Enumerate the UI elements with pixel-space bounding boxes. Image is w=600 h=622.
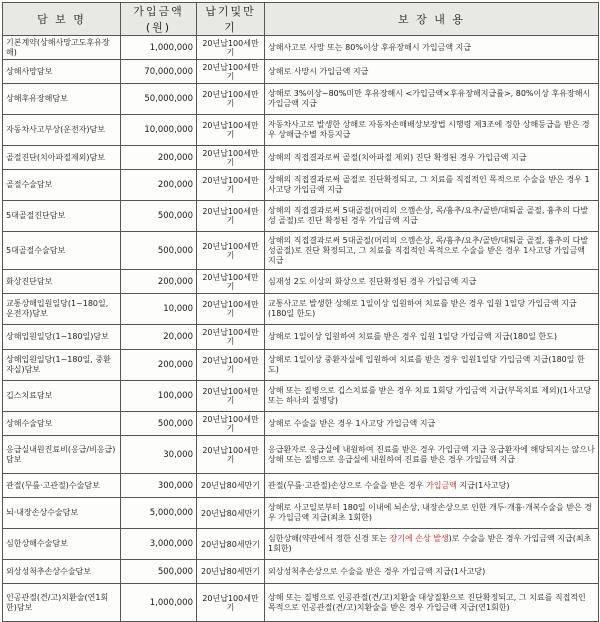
coverage-desc: 상해로 1일이상 중환자실에 입원하여 치료를 받은 경우 입원1일당 가입금액 지급(180일 한도) [265, 350, 599, 381]
coverage-amount: 500,000 [121, 232, 197, 270]
coverage-desc: 상해로 3%이상~80%미만 후유장해시 <가입금액×후유장해지급률>, 80%이상 후유장해시 가입금액 지급 [265, 84, 599, 115]
table-row [3, 170, 599, 201]
header-desc: 보 장 내 용 [265, 3, 599, 36]
coverage-amount: 500,000 [121, 201, 197, 232]
coverage-amount: 200,000 [121, 146, 197, 170]
coverage-desc: 상해로 사망시 가입금액 지급 [265, 60, 599, 84]
coverage-term: 20년납100세만기 [197, 146, 265, 170]
coverage-term: 20년납80세만기 [197, 498, 265, 529]
table-row [3, 201, 599, 232]
desc-text: )로 수술을 받은 경우 가입금액 지급(최초 1회한) [268, 534, 592, 553]
coverage-name: 5대골절진단담보 [3, 201, 121, 232]
table-row [3, 60, 599, 84]
coverage-desc: 자동차사고로 발생한 상해로 자동차손해배상보장법 시행령 제3조에 정한 상해등급을 받은 경우 상해급수별 차등지급 [265, 115, 599, 146]
coverage-term: 20년납100세만기 [197, 270, 265, 294]
coverage-amount: 1,000,000 [121, 584, 197, 622]
coverage-term: 20년납100세만기 [197, 412, 265, 436]
desc-text: 지급(1사고당) [456, 480, 510, 490]
coverage-amount: 500,000 [121, 412, 197, 436]
table-row [3, 584, 599, 622]
coverage-amount: 300,000 [121, 474, 197, 498]
desc-highlight: 장기에 손상 발생 [389, 534, 449, 543]
coverage-amount: 200,000 [121, 170, 197, 201]
coverage-name: 상해사망담보 [3, 60, 121, 84]
coverage-name: 자동차사고부상(운전자)담보 [3, 115, 121, 146]
coverage-term: 20년납100세만기 [197, 294, 265, 325]
table-row [3, 560, 599, 584]
coverage-name: 심한상해수술담보 [3, 529, 121, 560]
coverage-desc: 상해 또는 질병으로 인공관절(견/고)치환술 대상질환으로 진단확정되고, 그 치료를 직접적인 목적으로 인공관절(견/고)치환술을 받은 경우 가입금액 지급(연1회한) [265, 584, 599, 622]
table-row [3, 115, 599, 146]
coverage-table [2, 2, 599, 622]
coverage-amount: 1,000,000 [121, 36, 197, 60]
table-row [3, 325, 599, 350]
coverage-desc: 상해의 직접결과로써 5대골절(머리의 으깸손상, 목/흉추/요추/골반/대퇴골 골절, 흉추의 다발성골절)로 진단 확정되고, 그 치료를 직접적인 목적으로 수술을 받은 경우 1사고당 가입금액 지급 [265, 232, 599, 270]
header-name: 담 보 명 [3, 3, 121, 36]
coverage-term: 20년납100세만기 [197, 170, 265, 201]
coverage-amount: 200,000 [121, 270, 197, 294]
coverage-desc: 상해사고로 사망 또는 80%이상 후유장해시 가입금액 지급 [265, 36, 599, 60]
coverage-term: 20년납100세만기 [197, 232, 265, 270]
coverage-desc: 상해의 직접결과로써 골절(치아파절 제외) 진단 확정된 경우 가입금액 지급 [265, 146, 599, 170]
table-row [3, 474, 599, 498]
header-amount: 가입금액(원) [121, 3, 197, 36]
coverage-amount: 100,000 [121, 381, 197, 412]
coverage-term: 20년납100세만기 [197, 584, 265, 622]
table-row [3, 232, 599, 270]
coverage-name: 깁스치료담보 [3, 381, 121, 412]
coverage-name: 관절(무릎·고관절)수술담보 [3, 474, 121, 498]
coverage-amount: 30,000 [121, 436, 197, 474]
table-row [3, 146, 599, 170]
coverage-name: 응급실내원진료비(응급/비응급)담보 [3, 436, 121, 474]
table-row [3, 84, 599, 115]
coverage-name: 상해입원일당(1~180일, 중환자실)담보 [3, 350, 121, 381]
table-row [3, 381, 599, 412]
coverage-amount: 10,000 [121, 294, 197, 325]
table-row [3, 529, 599, 560]
coverage-name: 기본계약(상해사망고도후유장해) [3, 36, 121, 60]
coverage-term: 20년납100세만기 [197, 350, 265, 381]
coverage-name: 상해수술담보 [3, 412, 121, 436]
coverage-name: 골절수술담보 [3, 170, 121, 201]
coverage-amount: 5,000,000 [121, 498, 197, 529]
coverage-amount: 500,000 [121, 560, 197, 584]
coverage-term: 20년납80세만기 [197, 474, 265, 498]
coverage-term: 20년납100세만기 [197, 60, 265, 84]
coverage-term: 20년납80세만기 [197, 560, 265, 584]
table-row [3, 436, 599, 474]
header-term: 납기및만기 [197, 3, 265, 36]
coverage-name: 골절진단(치아파절제외)담보 [3, 146, 121, 170]
coverage-desc: 상해로 사고일로부터 180일 이내에 뇌손상, 내장손상으로 인한 개두·개흉·개복수술을 받은 경우 가입금액 지급(최초 1회한) [265, 498, 599, 529]
coverage-term: 20년납100세만기 [197, 36, 265, 60]
coverage-desc: 응급환자로 응급실에 내원하여 진료를 받은 경우 가입금액 지급 응급환자에 해당되지는 않으나 상해 또는 질병으로 응급실에 내원하여 진료를 받은 경우 가입금액 지급 [265, 436, 599, 474]
coverage-name: 인공관절(견/고)치환술(연1회한)담보 [3, 584, 121, 622]
table-row [3, 36, 599, 60]
coverage-desc: 상해로 수술을 받은 경우 1사고당 가입금액 지급 [265, 412, 599, 436]
coverage-name: 상해입원일당(1~180일)담보 [3, 325, 121, 350]
coverage-name: 5대골절수술담보 [3, 232, 121, 270]
coverage-term: 20년납100세만기 [197, 381, 265, 412]
header-row [3, 3, 599, 36]
coverage-term: 20년납100세만기 [197, 201, 265, 232]
coverage-name: 교통상해입원일당(1~180일, 운전자)담보 [3, 294, 121, 325]
coverage-amount: 70,000,000 [121, 60, 197, 84]
coverage-amount: 200,000 [121, 350, 197, 381]
coverage-name: 외상성척추손상수술담보 [3, 560, 121, 584]
coverage-desc: 상해 또는 질병으로 깁스치료를 받은 경우 치료 1회당 가입금액 지급(부목치료 제외)(1사고당 또는 하나의 질병당) [265, 381, 599, 412]
coverage-desc: 심재성 2도 이상의 화상으로 진단확정된 경우 가입금액 지급 [265, 270, 599, 294]
coverage-desc [265, 529, 599, 560]
coverage-term: 20년납100세만기 [197, 84, 265, 115]
table-row [3, 294, 599, 325]
coverage-desc [265, 474, 599, 498]
table-row [3, 270, 599, 294]
coverage-desc: 외상성척추손상으로 수술을 받은 경우 가입금액 지급(1사고당) [265, 560, 599, 584]
coverage-amount: 10,000,000 [121, 115, 197, 146]
coverage-desc: 교통사고로 발생한 상해로 1일이상 입원하여 치료를 받은 경우 입원 1일당 가입금액 지급(180일 한도) [265, 294, 599, 325]
coverage-name: 상해후유장해담보 [3, 84, 121, 115]
desc-text: 관절(무릎·고관절)손상으로 수술을 받은 경우 [268, 480, 427, 490]
coverage-term: 20년납100세만기 [197, 115, 265, 146]
coverage-desc: 상해의 직접결과로써 골절로 진단확정되고, 그 치료를 직접적인 목적으로 수술을 받은 경우 1사고당 가입금액 지급 [265, 170, 599, 201]
coverage-name: 뇌·내장손상수술담보 [3, 498, 121, 529]
coverage-amount: 20,000 [121, 325, 197, 350]
coverage-name: 화상진단담보 [3, 270, 121, 294]
coverage-amount: 50,000,000 [121, 84, 197, 115]
coverage-term: 20년납100세만기 [197, 325, 265, 350]
coverage-term: 20년납100세만기 [197, 436, 265, 474]
desc-highlight: 가입금액 [426, 480, 457, 490]
desc-text: 심한상해(약관에서 정한 신경 또는 [268, 534, 390, 543]
coverage-term: 20년납80세만기 [197, 529, 265, 560]
coverage-amount: 3,000,000 [121, 529, 197, 560]
coverage-desc: 상해의 직접결과로써 5대골절(머리의 으깸손상, 목/흉추/요추/골반/대퇴골 골절, 흉추의 다발성 골절)로 진단 확정된 경우 가입금액 지급 [265, 201, 599, 232]
table-row [3, 350, 599, 381]
table-row [3, 498, 599, 529]
table-row [3, 412, 599, 436]
coverage-desc: 상해로 1일이상 입원하여 치료를 받은 경우 입원 1일당 가입금액 지급(180일 한도) [265, 325, 599, 350]
